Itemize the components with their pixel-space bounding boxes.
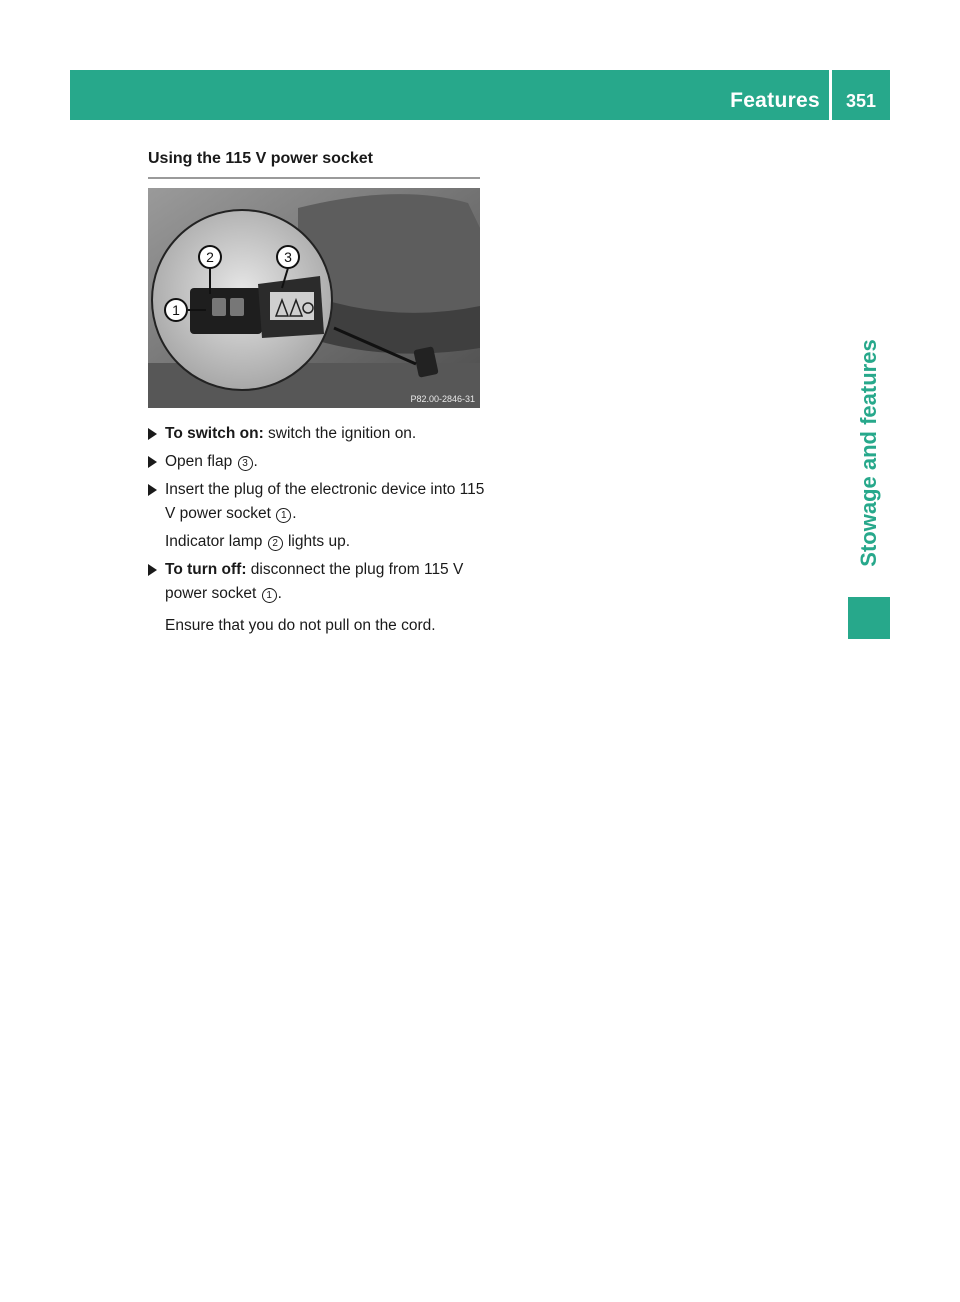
side-tab xyxy=(848,310,890,595)
svg-text:1: 1 xyxy=(172,302,180,318)
illustration-svg xyxy=(148,188,480,408)
step-text: . xyxy=(292,505,297,522)
header-title: Features xyxy=(730,89,820,112)
callout-1 xyxy=(165,299,187,321)
step-text: switch the ignition on. xyxy=(263,425,417,442)
callout-3 xyxy=(277,246,299,268)
step-text: . xyxy=(253,453,258,470)
step-text: Open flap xyxy=(165,453,237,470)
step-text: . xyxy=(277,585,282,602)
power-socket-illustration xyxy=(148,188,480,408)
section-rule xyxy=(148,177,480,179)
note: Ensure that you do not pull on the cord. xyxy=(165,617,436,634)
page-number: 351 xyxy=(845,91,877,111)
step-switch-off xyxy=(148,558,488,606)
step-open-flap xyxy=(148,450,488,474)
step-text: disconnect the plug from 115 V power socket xyxy=(165,561,464,602)
reference-number: 1 xyxy=(276,508,291,523)
step-result xyxy=(148,530,488,554)
bullet-arrow-icon xyxy=(148,428,157,440)
bullet-arrow-icon xyxy=(148,456,157,468)
step-label: To turn off: xyxy=(165,561,247,578)
side-tab-label: Stowage and features xyxy=(856,338,881,567)
step-text: Insert the plug of the electronic device into 115 V power socket xyxy=(165,481,485,522)
step-label: To switch on: xyxy=(165,425,264,442)
socket-slot xyxy=(230,298,244,316)
side-tab-marker xyxy=(848,597,890,639)
header-bar xyxy=(70,70,890,120)
reference-number: 2 xyxy=(268,536,283,551)
svg-text:3: 3 xyxy=(284,249,292,265)
step-insert-plug xyxy=(148,478,488,526)
result-text: Indicator lamp xyxy=(165,533,267,550)
socket-slot xyxy=(212,298,226,316)
step-switch-on xyxy=(148,422,488,446)
reference-number: 3 xyxy=(238,456,253,471)
result-text: lights up. xyxy=(283,533,351,550)
bullet-arrow-icon xyxy=(148,564,157,576)
svg-text:2: 2 xyxy=(206,249,214,265)
figure-code: P82.00-2846-31 xyxy=(410,394,475,404)
reference-number: 1 xyxy=(262,588,277,603)
section-title: Using the 115 V power socket xyxy=(148,150,373,167)
instructions xyxy=(148,422,488,638)
callout-2 xyxy=(199,246,221,268)
bullet-arrow-icon xyxy=(148,484,157,496)
